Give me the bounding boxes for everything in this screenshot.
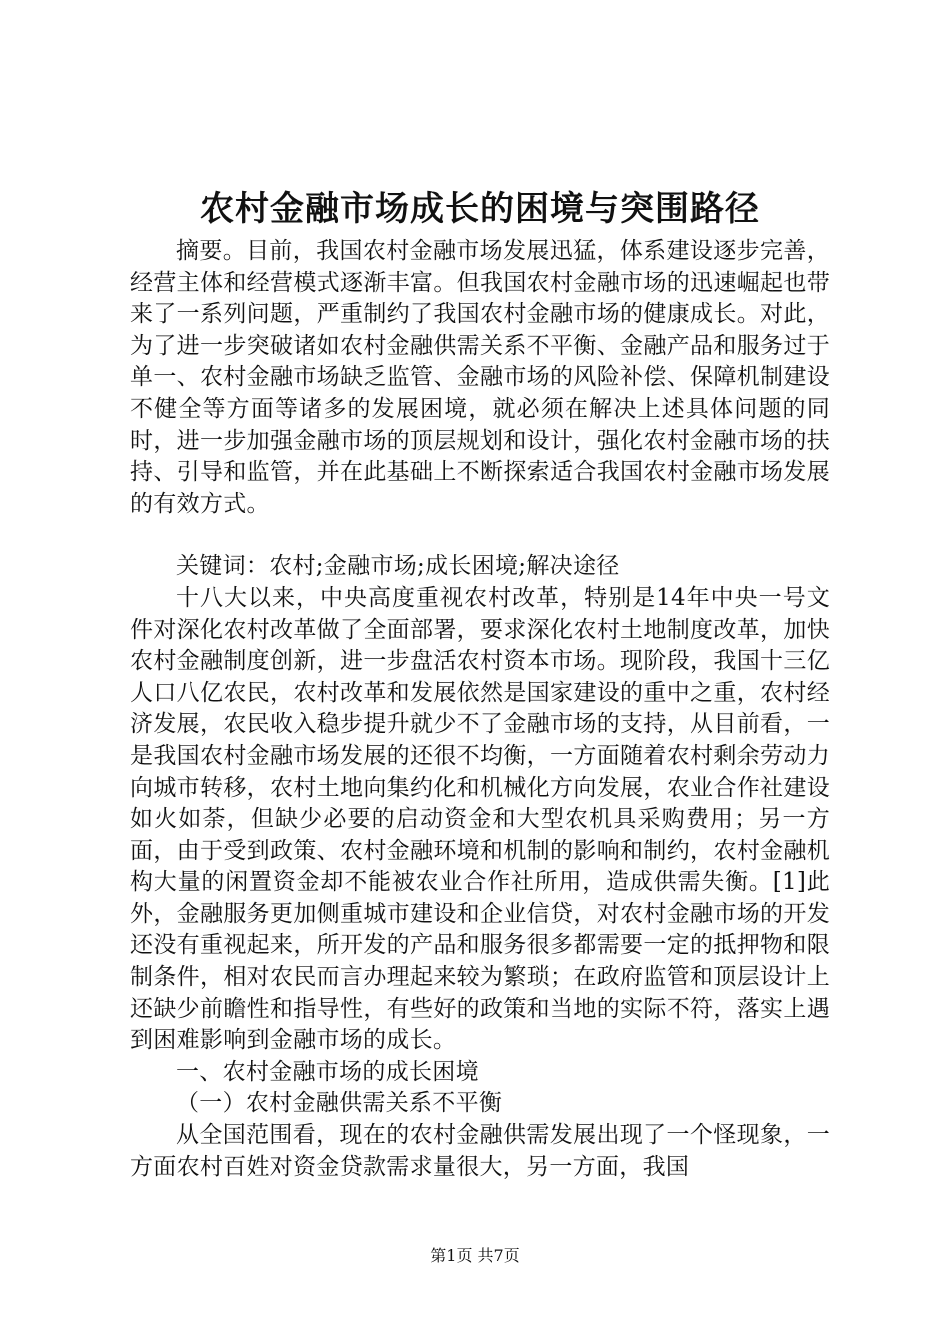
document-body [130, 236, 830, 1183]
page-number: 第1页 共7页 [430, 1246, 520, 1265]
subsection-heading: （一）农村金融供需关系不平衡 [176, 1090, 503, 1117]
section-heading: 一、农村金融市场的成长困境 [176, 1058, 479, 1085]
abstract-paragraph: 摘要。目前，我国农村金融市场发展迅猛，体系建设逐步完善，经营主体和经营模式逐渐丰富。但我国农村金融市场的迅速崛起也带来了一系列问题，严重制约了我国农村金融市场的健康成长。对此，为了进一步突破诸如农村金融供需关系不平衡、金融产品和服务过于单一、农村金融市场缺乏监管、金融市场的风险补偿、保障机制建设不健全等方面等诸多的发展困境，就必须在解决上述具体问题的同时，进一步加强金融市场的顶层规划和设计，强化农村金融市场的扶持、引导和监管，并在此基础上不断探索适合我国农村金融市场发展的有效方式。 [130, 238, 830, 517]
body-paragraph: 从全国范围看，现在的农村金融供需发展出现了一个怪现象，一方面农村百姓对资金贷款需求量很大，另一方面，我国 [130, 1122, 830, 1180]
keywords-paragraph: 关键词：农村;金融市场;成长困境;解决途径 [176, 553, 620, 580]
document-title: 农村金融市场成长的困境与突围路径 [200, 189, 760, 229]
intro-paragraph: 十八大以来，中央高度重视农村改革，特别是14年中央一号文件对深化农村改革做了全面部署，要求深化农村土地制度改革，加快农村金融制度创新，进一步盘活农村资本市场。现阶段，我国十三亿人口八亿农民，农村改革和发展依然是国家建设的重中之重，农村经济发展，农民收入稳步提升就少不了金融市场的支持，从目前看，一是我国农村金融市场发展的还很不均衡，一方面随着农村剩余劳动力向城市转移，农村土地向集约化和机械化方向发展，农业合作社建设如火如荼，但缺少必要的启动资金和大型农机具采购费用；另一方面，由于受到政策、农村金融环境和机制的影响和制约，农村金融机构大量的闲置资金却不能被农业合作社所用，造成供需失衡。[1]此外，金融服务更加侧重城市建设和企业信贷，对农村金融市场的开发还没有重视起来，所开发的产品和服务很多都需要一定的抵押物和限制条件，相对农民而言办理起来较为繁琐；在政府监管和顶层设计上还缺少前瞻性和指导性，有些好的政策和当地的实际不符，落实上遇到困难影响到金融市场的成长。 [130, 584, 830, 1054]
